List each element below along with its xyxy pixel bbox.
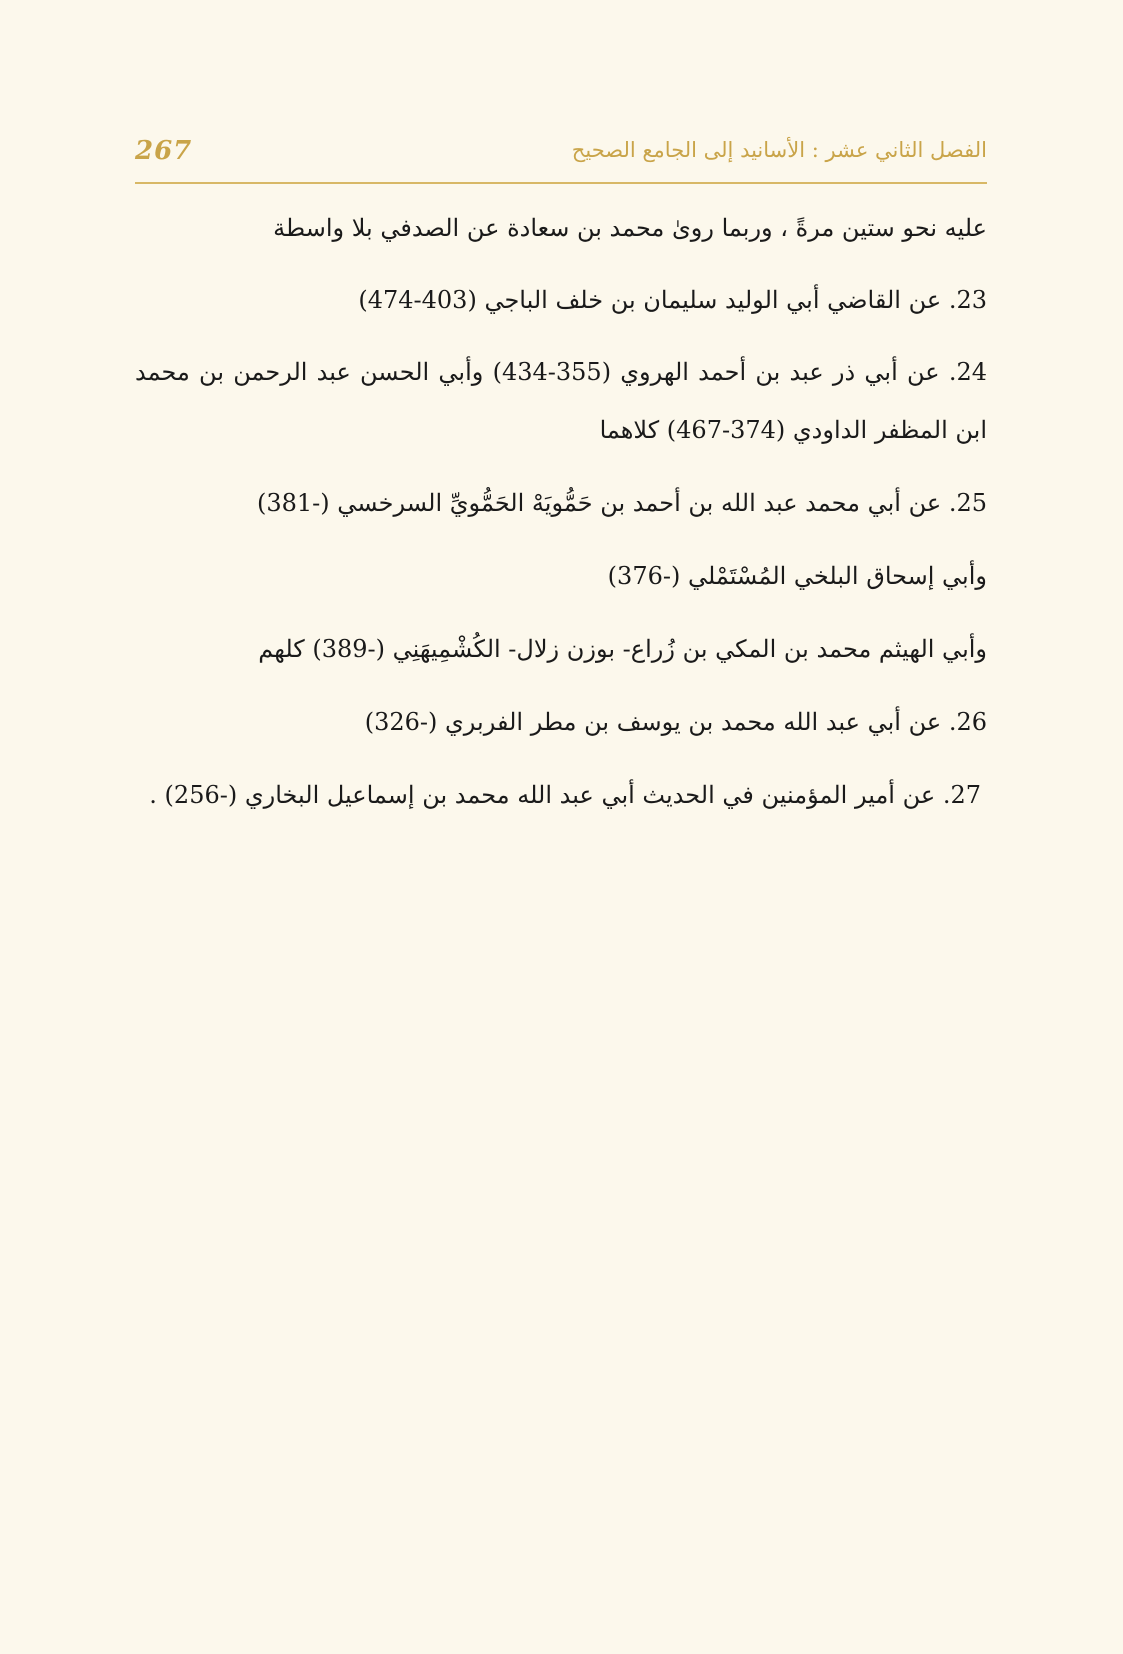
page-number: 267 xyxy=(135,136,193,166)
list-item-26: 26. عن أبي عبد الله محمد بن يوسف بن مطر الفربري (-326) xyxy=(364,708,987,736)
text-line: عليه نحو ستين مرةً ، وربما روىٰ محمد بن سعادة عن الصدفي بلا واسطة xyxy=(273,214,987,242)
list-item-24-continuation: ابن المظفر الداودي (374-467) كلاهما xyxy=(599,416,987,444)
list-item-25: 25. عن أبي محمد عبد الله بن أحمد بن حَمُّويَهْ الحَمُّويِّ السرخسي (-381) xyxy=(256,489,987,517)
list-item-27: 27. عن أمير المؤمنين في الحديث أبي عبد الله محمد بن إسماعيل البخاري (-256) . xyxy=(149,781,981,809)
list-item-24: 24. عن أبي ذر عبد بن أحمد الهروي (355-434) وأبي الحسن عبد الرحمن بن محمد xyxy=(135,358,987,386)
list-item-25-continuation: وأبي إسحاق البلخي المُسْتَمْلي (-376) xyxy=(607,562,987,590)
list-item-25-continuation: وأبي الهيثم محمد بن المكي بن زُراع- بوزن زلال- الكُشْمِيهَنِي (-389) كلهم xyxy=(258,635,987,663)
page-header xyxy=(135,132,987,184)
running-title: الفصل الثاني عشر : الأسانيد إلى الجامع الصحيح xyxy=(571,138,987,162)
list-item-23: 23. عن القاضي أبي الوليد سليمان بن خلف الباجي (403-474) xyxy=(358,286,987,314)
